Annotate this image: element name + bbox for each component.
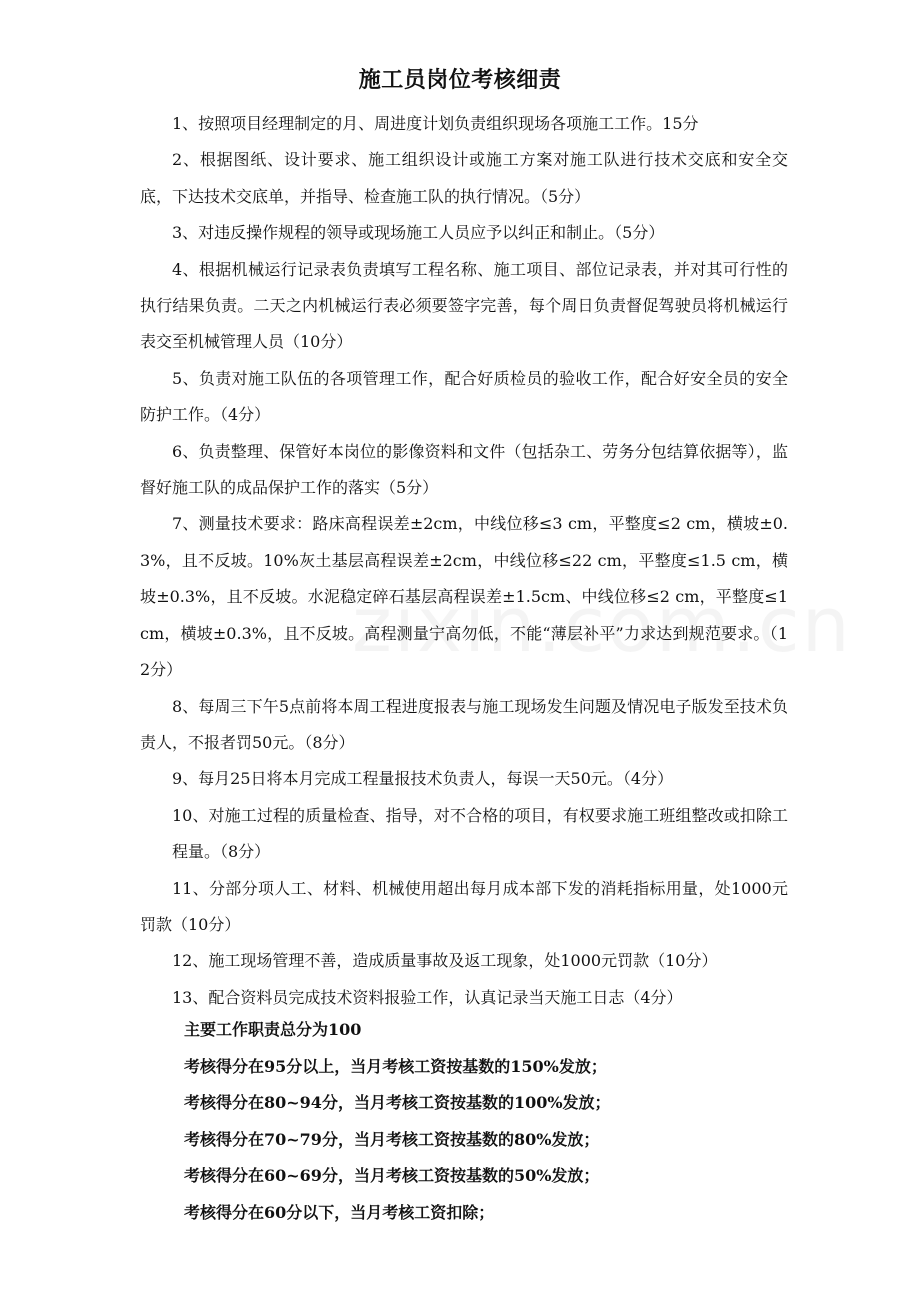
- assessment-item-9: 9、每月25日将本月完成工程量报技术负责人，每误一天50元。（4分）: [172, 769, 674, 789]
- document-title: 施工员岗位考核细责: [358, 67, 562, 93]
- assessment-item-5: 5、负责对施工队伍的各项管理工作，配合好质检员的验收工作，配合好安全员的安全防护工作。（4分）: [140, 368, 788, 425]
- assessment-item-7: 7、测量技术要求：路床高程误差±2cm，中线位移≤3 cm，平整度≤2 cm，横坡±0.3%，且不反坡。10%灰土基层高程误差±2cm，中线位移≤22 cm，平整度≤1.5 cm，横坡±0.3%，且不反坡。水泥稳定碎石基层高程误差±1.5cm、中线位移≤2 cm，平整度≤1 cm，横坡±0.3%，且不反坡。高程测量宁高勿低，不能“薄层补平”力求达到规范要求。（12分）: [140, 514, 788, 680]
- assessment-item-10: 10、对施工过程的质量检查、指导，对不合格的项目，有权要求施工班组整改或扣除工程量。（8分）: [172, 805, 788, 862]
- assessment-item-12: 12、施工现场管理不善，造成质量事故及返工现象，处1000元罚款（10分）: [172, 951, 718, 971]
- score-rule-80-94: 考核得分在80~94分，当月考核工资按基数的100%发放；: [184, 1093, 611, 1113]
- score-rule-below-60: 考核得分在60分以下，当月考核工资扣除；: [184, 1202, 495, 1222]
- assessment-item-4: 4、根据机械运行记录表负责填写工程名称、施工项目、部位记录表，并对其可行性的执行结果负责。二天之内机械运行表必须要签字完善，每个周日负责督促驾驶员将机械运行表交至机械管理人员（10分）: [140, 259, 788, 352]
- score-rule-70-79: 考核得分在70~79分，当月考核工资按基数的80%发放；: [184, 1129, 600, 1149]
- score-summary: [184, 1012, 804, 1232]
- assessment-items: [140, 106, 788, 1016]
- assessment-item-2: 2、根据图纸、设计要求、施工组织设计或施工方案对施工队进行技术交底和安全交底，下达技术交底单，并指导、检查施工队的执行情况。（5分）: [140, 150, 788, 206]
- total-score-line: 主要工作职责总分为100: [184, 1020, 362, 1039]
- assessment-item-8: 8、每周三下午5点前将本周工程进度报表与施工现场发生问题及情况电子版发至技术负责人，不报者罚50元。（8分）: [140, 696, 788, 752]
- assessment-item-13: 13、配合资料员完成技术资料报验工作，认真记录当天施工日志（4分）: [172, 987, 683, 1007]
- assessment-item-11: 11、分部分项人工、材料、机械使用超出每月成本部下发的消耗指标用量，处1000元罚款（10分）: [140, 878, 788, 934]
- assessment-item-3: 3、对违反操作规程的领导或现场施工人员应予以纠正和制止。（5分）: [172, 223, 665, 243]
- score-rule-60-69: 考核得分在60~69分，当月考核工资按基数的50%发放；: [184, 1166, 600, 1186]
- assessment-item-6: 6、负责整理、保管好本岗位的影像资料和文件（包括杂工、劳务分包结算依据等），监督好施工队的成品保护工作的落实（5分）: [140, 441, 788, 498]
- score-rule-95-plus: 考核得分在95分以上，当月考核工资按基数的150%发放；: [184, 1056, 607, 1076]
- assessment-item-1: 1、按照项目经理制定的月、周进度计划负责组织现场各项施工工作。15分: [172, 114, 699, 133]
